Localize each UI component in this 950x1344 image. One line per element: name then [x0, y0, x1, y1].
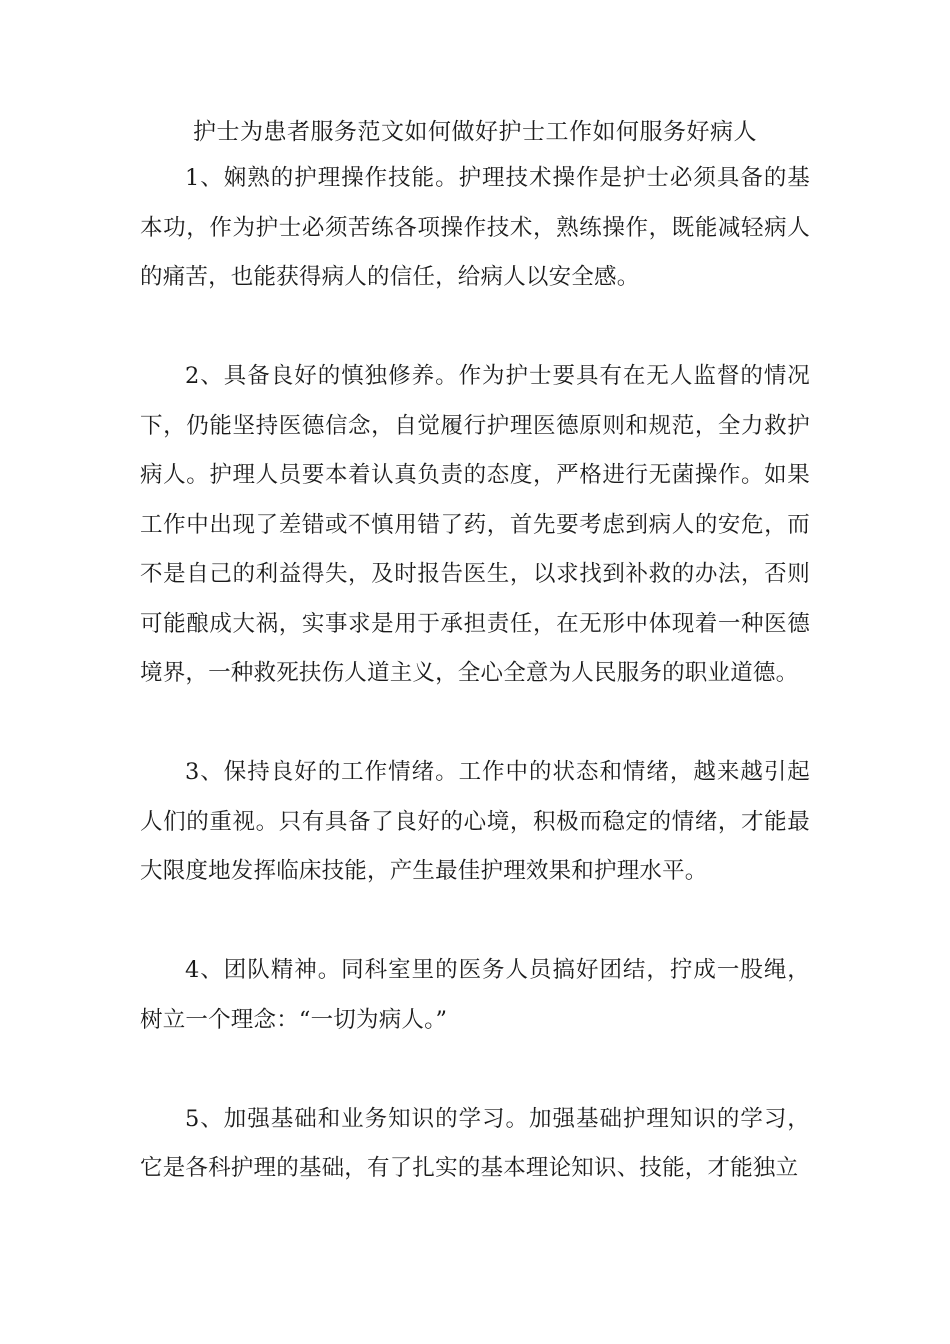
document-title: 护士为患者服务范文如何做好护士工作如何服务好病人 — [193, 119, 757, 145]
paragraph-4: 4、团队精神。同科室里的医务人员搞好团结，拧成一股绳，树立一个理念：“一切为病人。” — [140, 957, 810, 1033]
paragraph-3: 3、保持良好的工作情绪。工作中的状态和情绪，越来越引起人们的重视。只有具备了良好的心境，积极而稳定的情绪，才能最大限度地发挥临床技能，产生最佳护理效果和护理水平。 — [140, 759, 810, 884]
paragraph-1: 1、娴熟的护理操作技能。护理技术操作是护士必须具备的基本功，作为护士必须苦练各项操作技术，熟练操作，既能减轻病人的痛苦，也能获得病人的信任，给病人以安全感。 — [140, 165, 810, 290]
document-page — [140, 114, 810, 1194]
paragraph-5: 5、加强基础和业务知识的学习。加强基础护理知识的学习，它是各科护理的基础，有了扎实的基本理论知识、技能，才能独立 — [140, 1105, 810, 1181]
paragraph-gap — [140, 699, 810, 749]
paragraph-gap — [140, 303, 810, 353]
paragraph-gap — [140, 1045, 810, 1095]
paragraph-gap — [140, 897, 810, 947]
paragraph-2: 2、具备良好的慎独修养。作为护士要具有在无人监督的情况下，仍能坚持医德信念，自觉履行护理医德原则和规范，全力救护病人。护理人员要本着认真负责的态度，严格进行无菌操作。如果工作中出现了差错或不慎用错了药，首先要考虑到病人的安危，而不是自己的利益得失，及时报告医生，以求找到补救的办法，否则可能酿成大祸，实事求是用于承担责任，在无形中体现着一种医德境界，一种救死扶伤人道主义，全心全意为人民服务的职业道德。 — [140, 363, 810, 686]
